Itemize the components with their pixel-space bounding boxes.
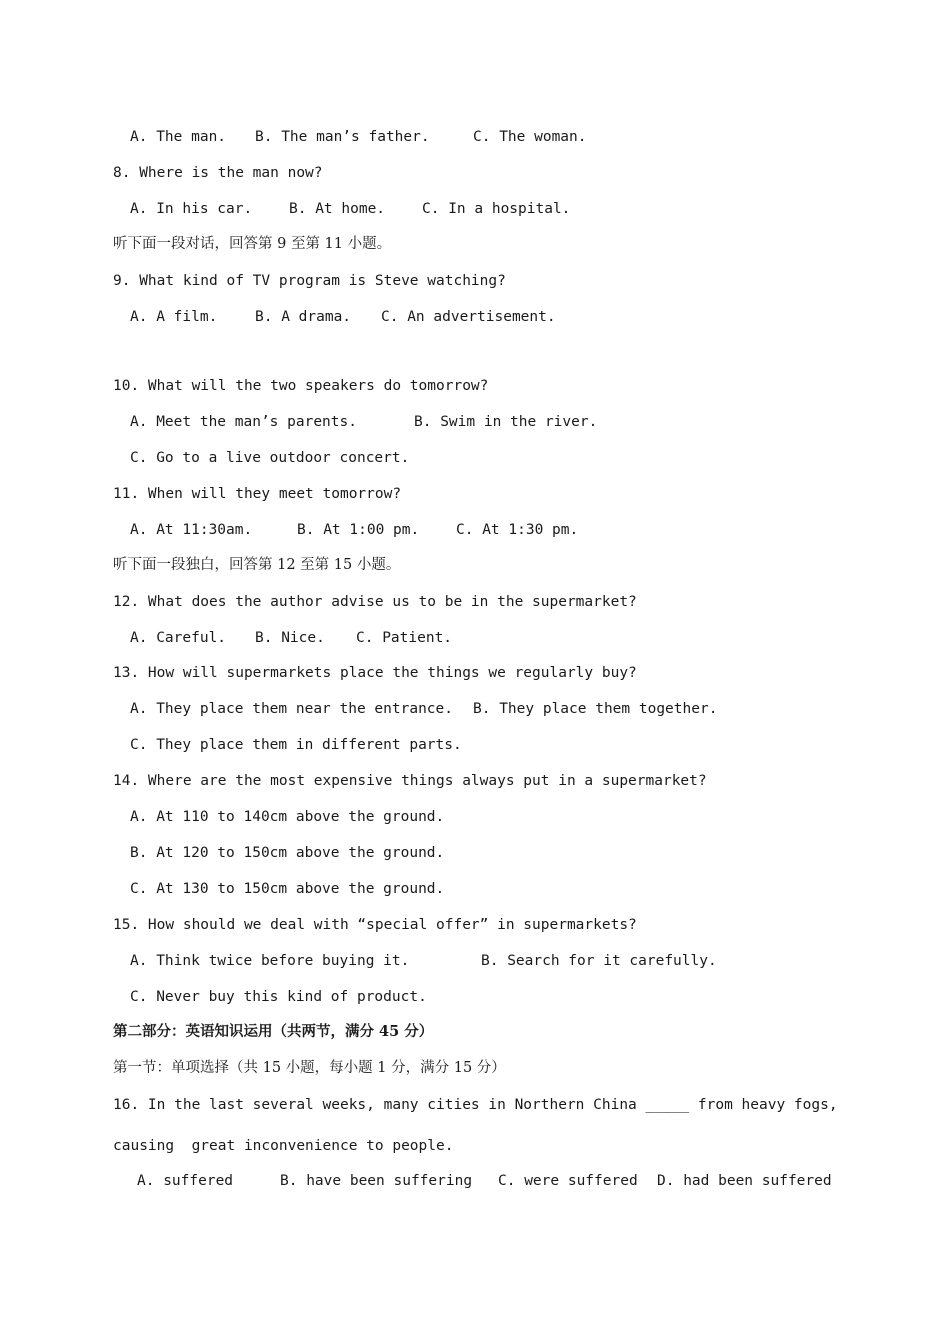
question-11: 11. When will they meet tomorrow? bbox=[113, 486, 402, 502]
q16-option-a: A. suffered bbox=[137, 1173, 234, 1189]
q13-option-a: A. They place them near the entrance. bbox=[130, 701, 454, 717]
instruction-monologue: 听下面一段独白，回答第 12 至第 15 小题。 bbox=[113, 557, 401, 573]
q11-option-a: A. At 11:30am. bbox=[130, 522, 253, 538]
q12-option-b: B. Nice. bbox=[255, 630, 325, 646]
q15-option-a: A. Think twice before buying it. bbox=[130, 953, 410, 969]
question-14: 14. Where are the most expensive things always put in a supermarket? bbox=[113, 773, 707, 789]
q16-option-d: D. had been suffered bbox=[657, 1173, 832, 1189]
q8-option-c: C. In a hospital. bbox=[422, 201, 571, 217]
q11-option-b: B. At 1:00 pm. bbox=[297, 522, 420, 538]
q14-option-b: B. At 120 to 150cm above the ground. bbox=[130, 845, 445, 861]
q9-option-c: C. An advertisement. bbox=[381, 309, 556, 325]
q16-option-b: B. have been suffering bbox=[280, 1173, 473, 1189]
instruction-dialogue: 听下面一段对话，回答第 9 至第 11 小题。 bbox=[113, 236, 392, 252]
q9-option-b: B. A drama. bbox=[255, 309, 352, 325]
section-one-heading: 第一节：单项选择（共 15 小题，每小题 1 分，满分 15 分） bbox=[113, 1060, 506, 1076]
q7-option-c: C. The woman. bbox=[473, 129, 587, 145]
question-9: 9. What kind of TV program is Steve watching? bbox=[113, 273, 506, 289]
question-16-line-1: 16. In the last several weeks, many cities in Northern China _____ from heavy fogs, bbox=[113, 1097, 838, 1113]
question-8: 8. Where is the man now? bbox=[113, 165, 323, 181]
question-15: 15. How should we deal with “special offer” in supermarkets? bbox=[113, 917, 637, 933]
q15-option-b: B. Search for it carefully. bbox=[481, 953, 717, 969]
q12-option-c: C. Patient. bbox=[356, 630, 453, 646]
q15-option-c: C. Never buy this kind of product. bbox=[130, 989, 427, 1005]
part-two-heading: 第二部分：英语知识运用（共两节，满分 45 分） bbox=[113, 1023, 434, 1040]
q13-option-b: B. They place them together. bbox=[473, 701, 718, 717]
q16-option-c: C. were suffered bbox=[498, 1173, 638, 1189]
q8-option-b: B. At home. bbox=[289, 201, 386, 217]
q9-option-a: A. A film. bbox=[130, 309, 218, 325]
q12-option-a: A. Careful. bbox=[130, 630, 227, 646]
q10-option-b: B. Swim in the river. bbox=[414, 414, 598, 430]
q14-option-a: A. At 110 to 140cm above the ground. bbox=[130, 809, 445, 825]
q11-option-c: C. At 1:30 pm. bbox=[456, 522, 579, 538]
q13-option-c: C. They place them in different parts. bbox=[130, 737, 462, 753]
question-10: 10. What will the two speakers do tomorrow? bbox=[113, 378, 489, 394]
question-13: 13. How will supermarkets place the things we regularly buy? bbox=[113, 665, 637, 681]
q10-option-a: A. Meet the man’s parents. bbox=[130, 414, 357, 430]
question-12: 12. What does the author advise us to be in the supermarket? bbox=[113, 594, 637, 610]
q7-option-a: A. The man. bbox=[130, 129, 227, 145]
question-16-line-2: causing great inconvenience to people. bbox=[113, 1138, 454, 1154]
q8-option-a: A. In his car. bbox=[130, 201, 253, 217]
q14-option-c: C. At 130 to 150cm above the ground. bbox=[130, 881, 445, 897]
q10-option-c: C. Go to a live outdoor concert. bbox=[130, 450, 410, 466]
q7-option-b: B. The man’s father. bbox=[255, 129, 430, 145]
